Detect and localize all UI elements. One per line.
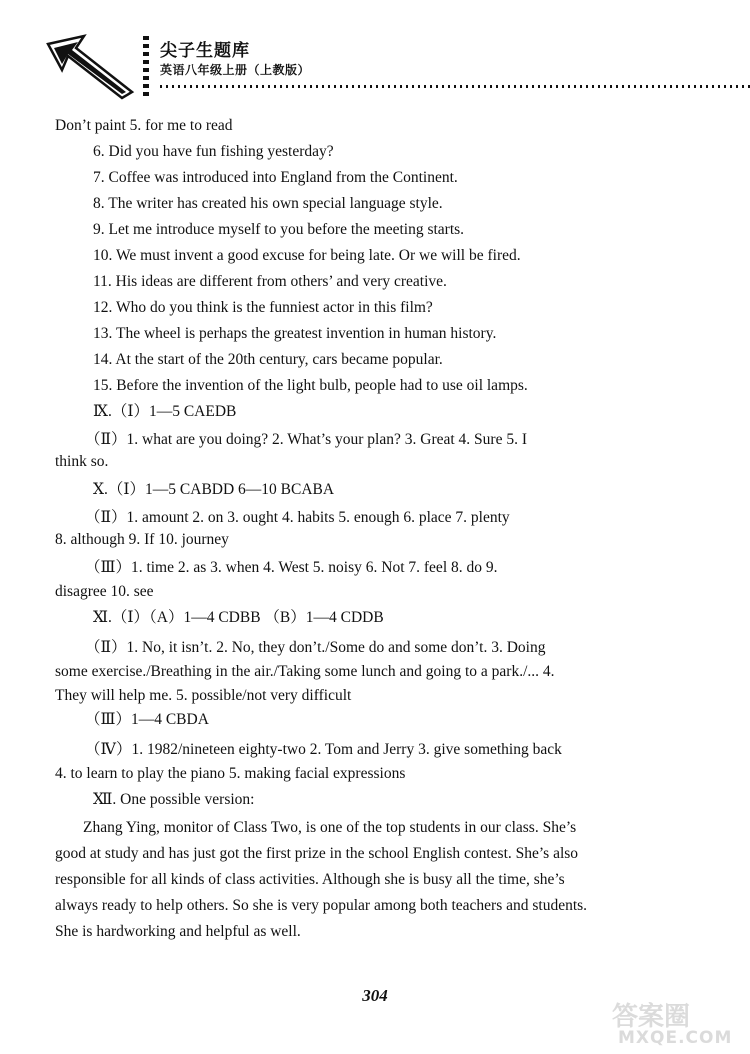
answer-line: 4. to learn to play the piano 5. making facial expressions xyxy=(55,765,406,782)
book-subtitle: 英语八年级上册（上教版） xyxy=(160,63,311,77)
section-heading: Ⅺ.（Ⅰ）（A）1—4 CDBB （B）1—4 CDDB xyxy=(93,609,384,626)
answer-line: 7. Coffee was introduced into England from the Continent. xyxy=(93,169,458,186)
answer-line: （Ⅱ）1. amount 2. on 3. ought 4. habits 5. enough 6. place 7. plenty xyxy=(85,509,510,526)
answer-line: some exercise./Breathing in the air./Taking some lunch and going to a park./... 4. xyxy=(55,663,555,680)
answer-line: （Ⅱ）1. No, it isn’t. 2. No, they don’t./Some do and some don’t. 3. Doing xyxy=(85,639,546,656)
answer-line: 13. The wheel is perhaps the greatest invention in human history. xyxy=(93,325,497,342)
watermark-bottom-text: MXQE.COM xyxy=(618,1028,733,1048)
answer-line: 6. Did you have fun fishing yesterday? xyxy=(93,143,334,160)
essay-line: always ready to help others. So she is very popular among both teachers and students. xyxy=(55,897,588,914)
essay-line: responsible for all kinds of class activities. Although she is busy all the time, she’s xyxy=(55,871,565,888)
section-heading: Ⅹ.（Ⅰ）1—5 CABDD 6—10 BCABA xyxy=(93,481,335,498)
answer-line: Don’t paint 5. for me to read xyxy=(55,117,233,134)
answer-line: 14. At the start of the 20th century, cars became popular. xyxy=(93,351,443,368)
answer-line: 8. The writer has created his own special language style. xyxy=(93,195,443,212)
answer-line: 8. although 9. If 10. journey xyxy=(55,531,229,548)
answer-line: （Ⅲ）1—4 CBDA xyxy=(85,711,209,728)
header-dotted-divider xyxy=(143,36,149,98)
watermark-logo xyxy=(612,996,740,1050)
page-number: 304 xyxy=(362,986,388,1005)
answer-line: 11. His ideas are different from others’ and very creative. xyxy=(93,273,447,290)
answer-line: 10. We must invent a good excuse for being late. Or we will be fired. xyxy=(93,247,521,264)
answer-line: （Ⅲ）1. time 2. as 3. when 4. West 5. noisy 6. Not 7. feel 8. do 9. xyxy=(85,559,498,576)
answer-line: disagree 10. see xyxy=(55,583,154,600)
watermark-top-text: 答案圈 xyxy=(612,1002,691,1032)
answer-line: 15. Before the invention of the light bulb, people had to use oil lamps. xyxy=(93,377,528,394)
answer-line: （Ⅱ）1. what are you doing? 2. What’s your plan? 3. Great 4. Sure 5. I xyxy=(85,431,527,448)
arrow-logo-icon xyxy=(40,30,140,100)
book-title: 尖子生题库 xyxy=(160,41,250,61)
essay-line: good at study and has just got the first prize in the school English contest. She’s also xyxy=(55,845,579,862)
section-heading: Ⅻ. One possible version: xyxy=(93,791,255,808)
essay-line: Zhang Ying, monitor of Class Two, is one of the top students in our class. She’s xyxy=(83,819,577,836)
page-header xyxy=(40,30,720,100)
essay-line: She is hardworking and helpful as well. xyxy=(55,923,301,940)
answer-line: think so. xyxy=(55,453,109,470)
section-heading: Ⅸ.（Ⅰ）1—5 CAEDB xyxy=(93,403,237,420)
answer-line: 9. Let me introduce myself to you before the meeting starts. xyxy=(93,221,465,238)
header-dotted-rule xyxy=(160,85,750,88)
answer-line: 12. Who do you think is the funniest actor in this film? xyxy=(93,299,433,316)
answer-line: They will help me. 5. possible/not very difficult xyxy=(55,687,352,704)
answer-line: （Ⅳ）1. 1982/nineteen eighty-two 2. Tom and Jerry 3. give something back xyxy=(85,741,562,758)
